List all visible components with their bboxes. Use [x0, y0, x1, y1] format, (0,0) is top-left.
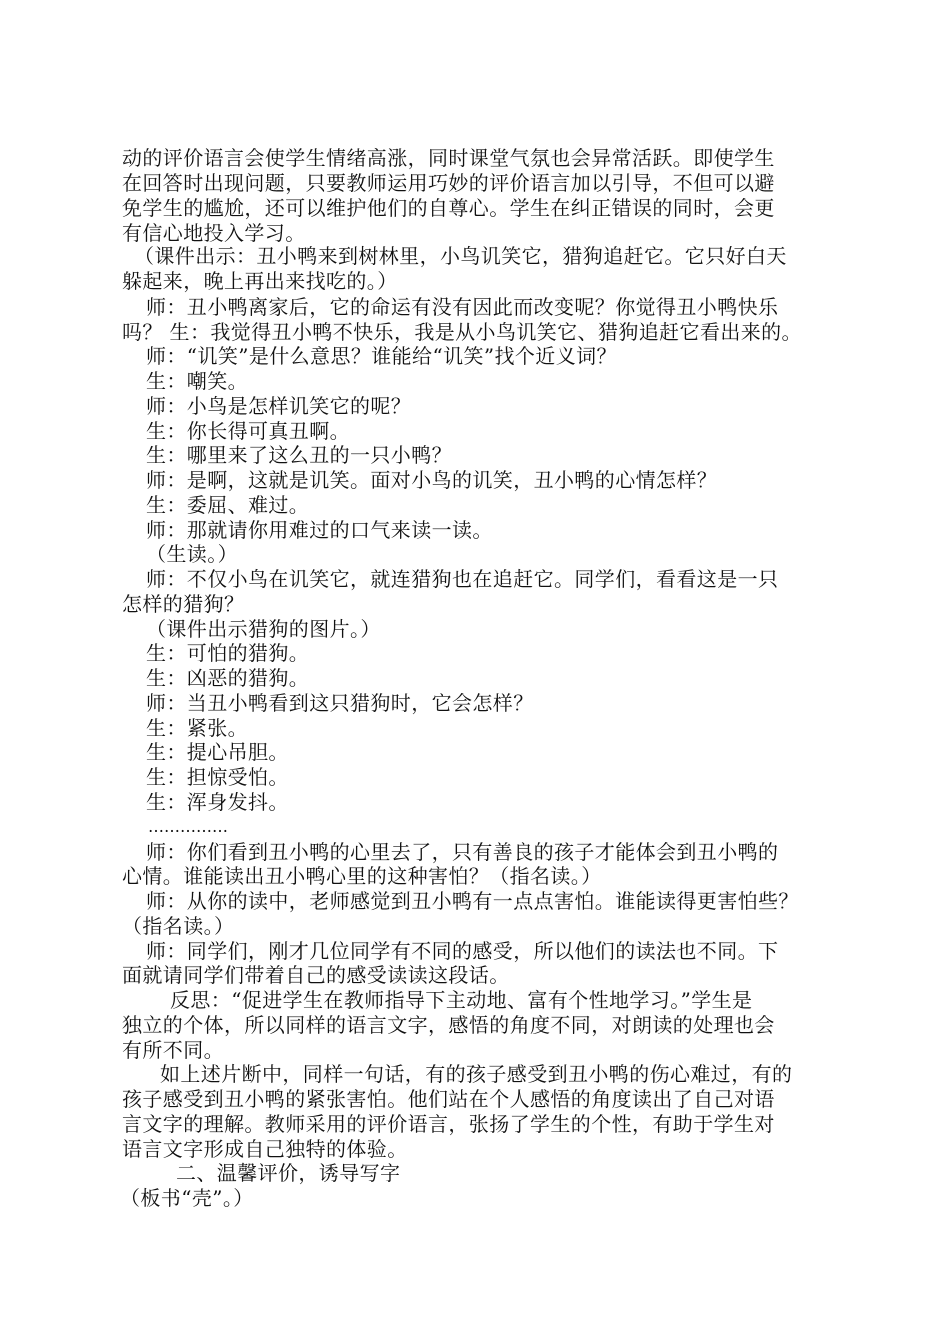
text-line: 生：凶恶的猎狗。: [146, 666, 310, 690]
text-line: 反思：“促进学生在教师指导下主动地、富有个性地学习。”学生是: [170, 988, 753, 1012]
text-line: 师：“讥笑”是什么意思？谁能给“讥笑”找个近义词？: [146, 344, 617, 368]
text-line: 师：小鸟是怎样讥笑它的呢？: [146, 394, 412, 418]
text-line: 生：你长得可真丑啊。: [146, 419, 350, 443]
text-line: 师：你们看到丑小鸭的心里去了，只有善良的孩子才能体会到丑小鸭的: [146, 840, 779, 864]
text-line: 言文字的理解。教师采用的评价语言，张扬了学生的个性，有助于学生对: [122, 1112, 775, 1136]
text-line: 生：浑身发抖。: [146, 790, 289, 814]
text-line: 有所不同。: [122, 1038, 224, 1062]
text-line: 吗？ 生：我觉得丑小鸭不快乐，我是从小鸟讥笑它、猎狗追赶它看出来的。: [122, 320, 802, 344]
text-line: 师：不仅小鸟在讥笑它，就连猎狗也在追赶它。同学们，看看这是一只: [146, 567, 779, 591]
text-line: （课件出示猎狗的图片。）: [146, 617, 381, 641]
text-line: 生：可怕的猎狗。: [146, 641, 310, 665]
text-line: 师：当丑小鸭看到这只猎狗时，它会怎样？: [146, 691, 534, 715]
text-line: 师：是啊，这就是讥笑。面对小鸟的讥笑，丑小鸭的心情怎样？: [146, 468, 718, 492]
text-line: 在回答时出现问题，只要教师运用巧妙的评价语言加以引导，不但可以避: [122, 171, 775, 195]
text-line: 语言文字形成自己独特的体验。: [122, 1137, 408, 1161]
text-line: 免学生的尴尬，还可以维护他们的自尊心。学生在纠正错误的同时，会更: [122, 196, 775, 220]
text-line: 如上述片断中，同样一句话，有的孩子感受到丑小鸭的伤心难过，有的: [160, 1062, 793, 1086]
ellipsis-line: ……………: [148, 817, 228, 836]
text-line: 师：同学们，刚才几位同学有不同的感受，所以他们的读法也不同。下: [146, 939, 779, 963]
text-line: 生：哪里来了这么丑的一只小鸭？: [146, 443, 452, 467]
text-line: 生：担惊受怕。: [146, 765, 289, 789]
text-line: 有信心地投入学习。: [122, 221, 306, 245]
text-line: 面就请同学们带着自己的感受读读这段话。: [122, 963, 510, 987]
text-line: 独立的个体，所以同样的语言文字，感悟的角度不同，对朗读的处理也会: [122, 1013, 775, 1037]
text-line: 心情。谁能读出丑小鸭心里的这种害怕？（指名读。）: [122, 864, 602, 888]
text-line: 生：紧张。: [146, 716, 248, 740]
text-line: 孩子感受到丑小鸭的紧张害怕。他们站在个人感悟的角度读出了自己对语: [122, 1087, 775, 1111]
text-line: 生：委屈、难过。: [146, 493, 310, 517]
text-line: 生：提心吊胆。: [146, 740, 289, 764]
text-line: 师：那就请你用难过的口气来读一读。: [146, 518, 493, 542]
text-line: （课件出示：丑小鸭来到树林里，小鸟讥笑它，猎狗追赶它。它只好白天: [134, 244, 787, 268]
text-line: 师：丑小鸭离家后，它的命运有没有因此而改变呢？你觉得丑小鸭快乐: [146, 295, 779, 319]
text-line: （板书“壳”。）: [120, 1186, 254, 1210]
text-line: 怎样的猎狗？: [122, 592, 245, 616]
text-line: 躲起来，晚上再出来找吃的。）: [122, 269, 398, 293]
section-heading: 二、温馨评价，诱导写字: [176, 1161, 401, 1185]
text-line: 生：嘲笑。: [146, 369, 248, 393]
text-line: （生读。）: [146, 542, 238, 566]
text-line: 动的评价语言会使学生情绪高涨，同时课堂气氛也会异常活跃。即使学生: [122, 146, 775, 170]
text-line: 师：从你的读中，老师感觉到丑小鸭有一点点害怕。谁能读得更害怕些？: [146, 889, 799, 913]
text-line: （指名读。）: [122, 914, 235, 938]
